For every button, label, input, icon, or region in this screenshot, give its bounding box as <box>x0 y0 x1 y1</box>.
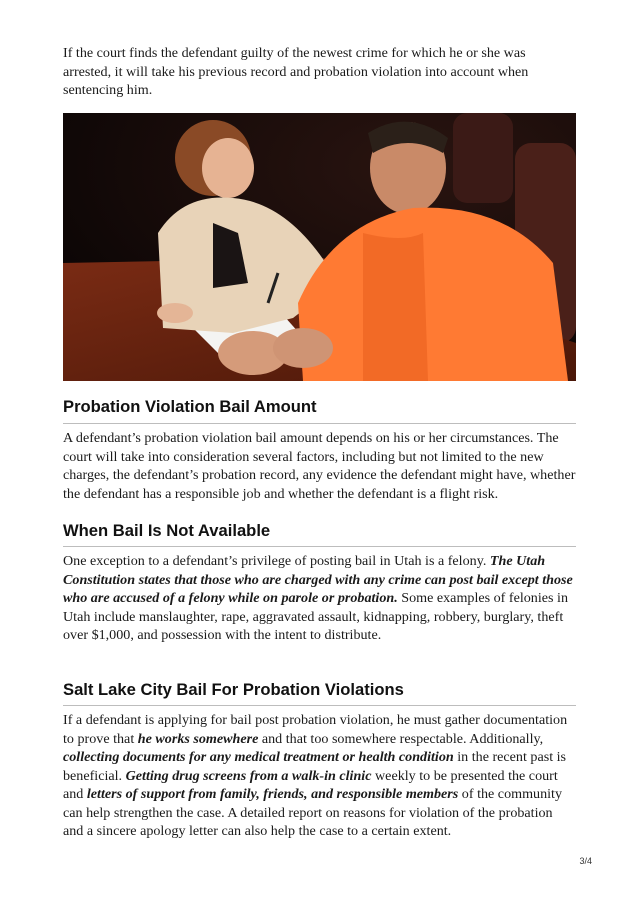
section-heading-bail-amount: Probation Violation Bail Amount <box>63 397 317 416</box>
section-body-salt-lake-city <box>63 711 576 841</box>
page-number: 3/4 <box>579 856 592 866</box>
text-run: One exception to a defendant’s privilege of posting bail in Utah is a felony. <box>63 553 490 569</box>
section-heading-bail-not-available: When Bail Is Not Available <box>63 521 271 540</box>
section-divider <box>63 705 576 706</box>
text-run: If a defendant is applying for bail post probation violation, he must gather documentation to prove that <box>63 712 568 747</box>
text-run: Some examples of felonies in Utah include manslaughter, rape, aggravated assault, kidnapping, robbery, burglary, theft over $1,000, and possession with the intent to distribute. <box>63 590 568 643</box>
section-body-bail-amount: A defendant’s probation violation bail amount depends on his or her circumstances. The court will take into consideration several factors, including but not limited to the new charges, the defendant’s probation record, any evidence the defendant might have, whether the defendant has a responsible job and whether the defendant is a flight risk. <box>63 430 576 502</box>
text-run: and that too somewhere respectable. Additionally, <box>258 730 544 747</box>
emphasis-text: The Utah Constitution states that those who are charged with any crime can post bail except those who are accused of a felony while on parole or probation. <box>63 553 573 606</box>
emphasis-text: collecting documents for any medical treatment or health condition <box>63 749 454 765</box>
section-divider <box>63 546 576 547</box>
emphasis-text: he works somewhere <box>137 730 259 747</box>
intro-paragraph: If the court finds the defendant guilty of the newest crime for which he or she was arrested, it will take his previous record and probation violation into account when sentencing him. <box>63 45 529 98</box>
section-body-bail-not-available <box>63 552 576 645</box>
section-divider <box>63 423 576 424</box>
article-photo <box>63 113 576 381</box>
text-run: of the community can help strengthen the case. A detailed report on reasons for violation of the probation and a sincere apology letter can also help the case to a certain extent. <box>63 786 563 839</box>
emphasis-text: Getting drug screens from a walk-in clinic <box>125 767 372 784</box>
emphasis-text: letters of support from family, friends, and responsible members <box>86 786 459 802</box>
text-run: weekly to be presented the court and <box>63 767 558 802</box>
text-run: in the recent past is beneficial. <box>63 749 567 784</box>
section-heading-salt-lake-city: Salt Lake City Bail For Probation Violations <box>63 680 404 699</box>
meeting-illustration <box>63 113 576 381</box>
